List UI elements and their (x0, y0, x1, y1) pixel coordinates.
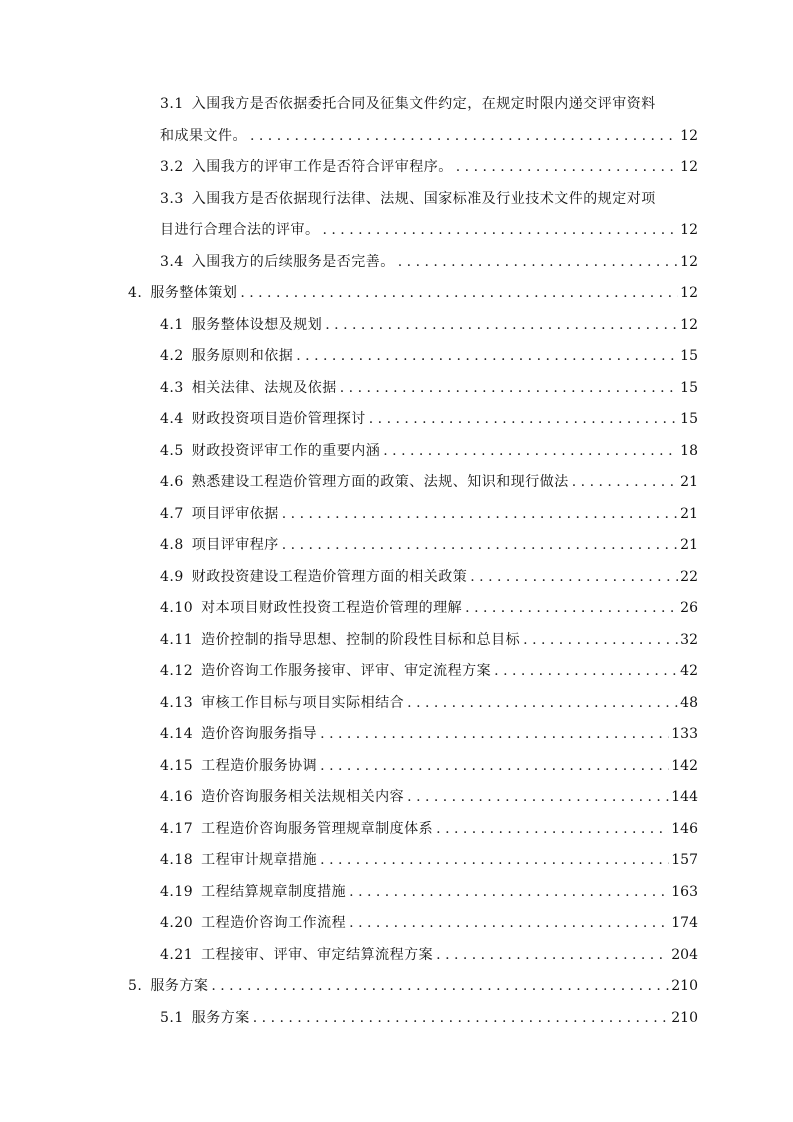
toc-title: 财政投资项目造价管理探讨 (191, 411, 366, 427)
toc-title: 工程造价咨询服务管理规章制度体系 (201, 820, 434, 837)
toc-leader-dots (346, 877, 669, 909)
toc-title: 对本项目财政性投资工程造价管理的理解 (201, 600, 463, 616)
toc-entry-4-6[interactable] (0, 467, 793, 499)
toc-leader-dots (520, 625, 678, 657)
toc-title: 入围我方的评审工作是否符合评审程序。 (191, 159, 453, 175)
toc-number: 4.5 (160, 442, 184, 459)
toc-number: 4. (128, 285, 143, 301)
toc-title: 服务整体策划 (150, 285, 238, 301)
toc-title: 造价咨询工作服务接审、评审、审定流程方案 (201, 663, 492, 679)
toc-entry-4-8[interactable] (0, 530, 793, 562)
toc-page-number: 210 (671, 978, 698, 994)
toc-number: 4.18 (160, 852, 194, 868)
toc-leader-dots (293, 341, 678, 373)
toc-entry-4-11[interactable] (0, 625, 793, 657)
toc-leader-dots (404, 782, 669, 814)
toc-page-number: 163 (671, 883, 698, 900)
toc-leader-dots (250, 1003, 670, 1035)
toc-title: 财政投资评审工作的重要内涵 (191, 442, 381, 459)
toc-entry-4-17[interactable] (0, 814, 793, 846)
toc-number: 5. (128, 978, 143, 994)
toc-page-number: 12 (680, 253, 698, 270)
toc-entry-5[interactable] (0, 971, 793, 1003)
toc-number: 4.20 (160, 915, 194, 931)
toc-number: 3.4 (160, 253, 184, 270)
toc-title: 服务方案 (191, 1009, 250, 1026)
toc-leader-dots (366, 404, 678, 436)
toc-page-number: 21 (680, 505, 698, 522)
toc-leader-dots (320, 215, 679, 247)
toc-page-number: 12 (680, 316, 698, 333)
toc-title: 服务原则和依据 (191, 348, 294, 364)
toc-page-number: 12 (680, 285, 698, 301)
toc-title: 工程审计规章措施 (201, 852, 318, 868)
toc-number: 4.17 (160, 820, 194, 837)
toc-leader-dots (453, 152, 678, 184)
toc-page-number: 15 (680, 348, 698, 364)
toc-number: 5.1 (160, 1009, 184, 1026)
toc-number: 4.21 (160, 946, 194, 963)
toc-leader-dots (404, 688, 678, 720)
toc-leader-dots (317, 845, 669, 877)
toc-page-number: 21 (680, 474, 698, 490)
toc-leader-dots (247, 121, 678, 153)
toc-number: 4.14 (160, 726, 194, 742)
toc-entry-4-7[interactable] (0, 499, 793, 531)
toc-entry-4-16[interactable] (0, 782, 793, 814)
toc-number: 4.3 (160, 379, 184, 396)
toc-entry-4-20[interactable] (0, 908, 793, 940)
toc-page-number: 174 (671, 915, 698, 931)
toc-number: 3.2 (160, 159, 184, 175)
toc-entry-4-18[interactable] (0, 845, 793, 877)
toc-leader-dots (467, 562, 678, 594)
toc-leader-dots (317, 751, 669, 783)
toc-entry-4-15[interactable] (0, 751, 793, 783)
toc-title: 相关法律、法规及依据 (191, 379, 337, 396)
toc-page-number: 42 (680, 663, 698, 679)
toc-entry-4-14[interactable] (0, 719, 793, 751)
toc-title: 工程造价服务协调 (201, 757, 318, 774)
toc-entry-4-1[interactable] (0, 310, 793, 342)
toc-title: 入围我方的后续服务是否完善。 (191, 253, 395, 270)
toc-leader-dots (279, 499, 678, 531)
toc-entry-4-4[interactable] (0, 404, 793, 436)
toc-entry-4-5[interactable] (0, 436, 793, 468)
toc-page-number: 48 (680, 694, 698, 711)
toc-page-number: 18 (680, 442, 698, 459)
toc-entry-4[interactable] (0, 278, 793, 310)
toc-leader-dots (208, 971, 669, 1003)
toc-number: 4.16 (160, 789, 194, 805)
toc-leader-dots (395, 247, 678, 279)
toc-number: 3.3 (160, 190, 184, 207)
toc-title: 服务整体设想及规划 (191, 316, 323, 333)
toc-title: 服务方案 (150, 978, 209, 994)
toc-number: 4.8 (160, 537, 184, 553)
toc-number: 4.6 (160, 474, 184, 490)
toc-leader-dots (346, 908, 669, 940)
toc-title: 造价控制的指导思想、控制的阶段性目标和总目标 (201, 631, 521, 648)
toc-leader-dots (380, 436, 678, 468)
toc-title: 入围我方是否依据委托合同及征集文件约定，在规定时限内递交评审资料 (191, 96, 656, 112)
toc-entry-3-1-line1 (0, 89, 793, 121)
toc-leader-dots (569, 467, 678, 499)
toc-leader-dots (433, 940, 669, 972)
toc-page-number: 15 (680, 379, 698, 396)
toc-leader-dots (279, 530, 678, 562)
toc-number: 4.15 (160, 757, 194, 774)
toc-entry-3-4[interactable] (0, 247, 793, 279)
toc-page-number: 142 (671, 757, 698, 774)
toc-title-continued: 目进行合理合法的评审。 (160, 222, 320, 238)
toc-number: 4.9 (160, 568, 184, 585)
toc-number: 4.13 (160, 694, 194, 711)
toc-page-number: 12 (680, 127, 698, 144)
toc-number: 4.12 (160, 663, 194, 679)
toc-entry-4-10[interactable] (0, 593, 793, 625)
toc-page-number: 21 (680, 537, 698, 553)
toc-leader-dots (491, 656, 678, 688)
toc-entry-3-1-line2[interactable] (0, 121, 793, 153)
toc-number: 4.1 (160, 316, 184, 333)
toc-page-number: 32 (680, 631, 698, 648)
toc-leader-dots (317, 719, 669, 751)
toc-leader-dots (337, 373, 678, 405)
toc-number: 4.11 (160, 631, 194, 648)
toc-page-number: 144 (671, 789, 698, 805)
toc-page-number: 157 (671, 852, 698, 868)
toc-title: 熟悉建设工程造价管理方面的政策、法规、知识和现行做法 (191, 474, 569, 490)
toc-page-number: 204 (671, 946, 698, 963)
toc-entry-4-21[interactable] (0, 940, 793, 972)
toc-page-number: 15 (680, 411, 698, 427)
toc-page-number: 26 (680, 600, 698, 616)
toc-number: 4.10 (160, 600, 194, 616)
toc-title: 财政投资建设工程造价管理方面的相关政策 (191, 568, 468, 585)
toc-entry-4-12[interactable] (0, 656, 793, 688)
toc-leader-dots (433, 814, 669, 846)
toc-entry-3-3-line2[interactable] (0, 215, 793, 247)
toc-title: 造价咨询服务相关法规相关内容 (201, 789, 405, 805)
toc-entry-4-3[interactable] (0, 373, 793, 405)
toc-page-number: 22 (680, 568, 698, 585)
toc-entry-4-19[interactable] (0, 877, 793, 909)
toc-title: 审核工作目标与项目实际相结合 (201, 694, 405, 711)
toc-number: 4.19 (160, 883, 194, 900)
toc-title: 项目评审依据 (191, 505, 279, 522)
toc-entry-4-9[interactable] (0, 562, 793, 594)
toc-title: 工程接审、评审、审定结算流程方案 (201, 946, 434, 963)
toc-page-number: 210 (671, 1009, 698, 1026)
toc-title: 工程结算规章制度措施 (201, 883, 347, 900)
toc-number: 3.1 (160, 96, 184, 112)
toc-entry-3-3-line1 (0, 184, 793, 216)
toc-page-number: 12 (680, 159, 698, 175)
toc-title: 入围我方是否依据现行法律、法规、国家标准及行业技术文件的规定对项 (191, 190, 656, 207)
toc-number: 4.7 (160, 505, 184, 522)
toc-page-number: 133 (671, 726, 698, 742)
toc-title: 造价咨询服务指导 (201, 726, 318, 742)
toc-leader-dots (237, 278, 678, 310)
toc-title: 工程造价咨询工作流程 (201, 915, 347, 931)
toc-number: 4.2 (160, 348, 184, 364)
toc-entry-4-13[interactable] (0, 688, 793, 720)
toc-title-continued: 和成果文件。 (160, 127, 247, 144)
toc-entry-4-2[interactable] (0, 341, 793, 373)
toc-leader-dots (462, 593, 678, 625)
toc-entry-3-2[interactable] (0, 152, 793, 184)
toc-page-number: 12 (680, 222, 698, 238)
toc-leader-dots (322, 310, 678, 342)
table-of-contents (0, 89, 793, 1034)
toc-entry-5-1[interactable] (0, 1003, 793, 1035)
toc-title: 项目评审程序 (191, 537, 279, 553)
toc-number: 4.4 (160, 411, 184, 427)
toc-page-number: 146 (671, 820, 698, 837)
